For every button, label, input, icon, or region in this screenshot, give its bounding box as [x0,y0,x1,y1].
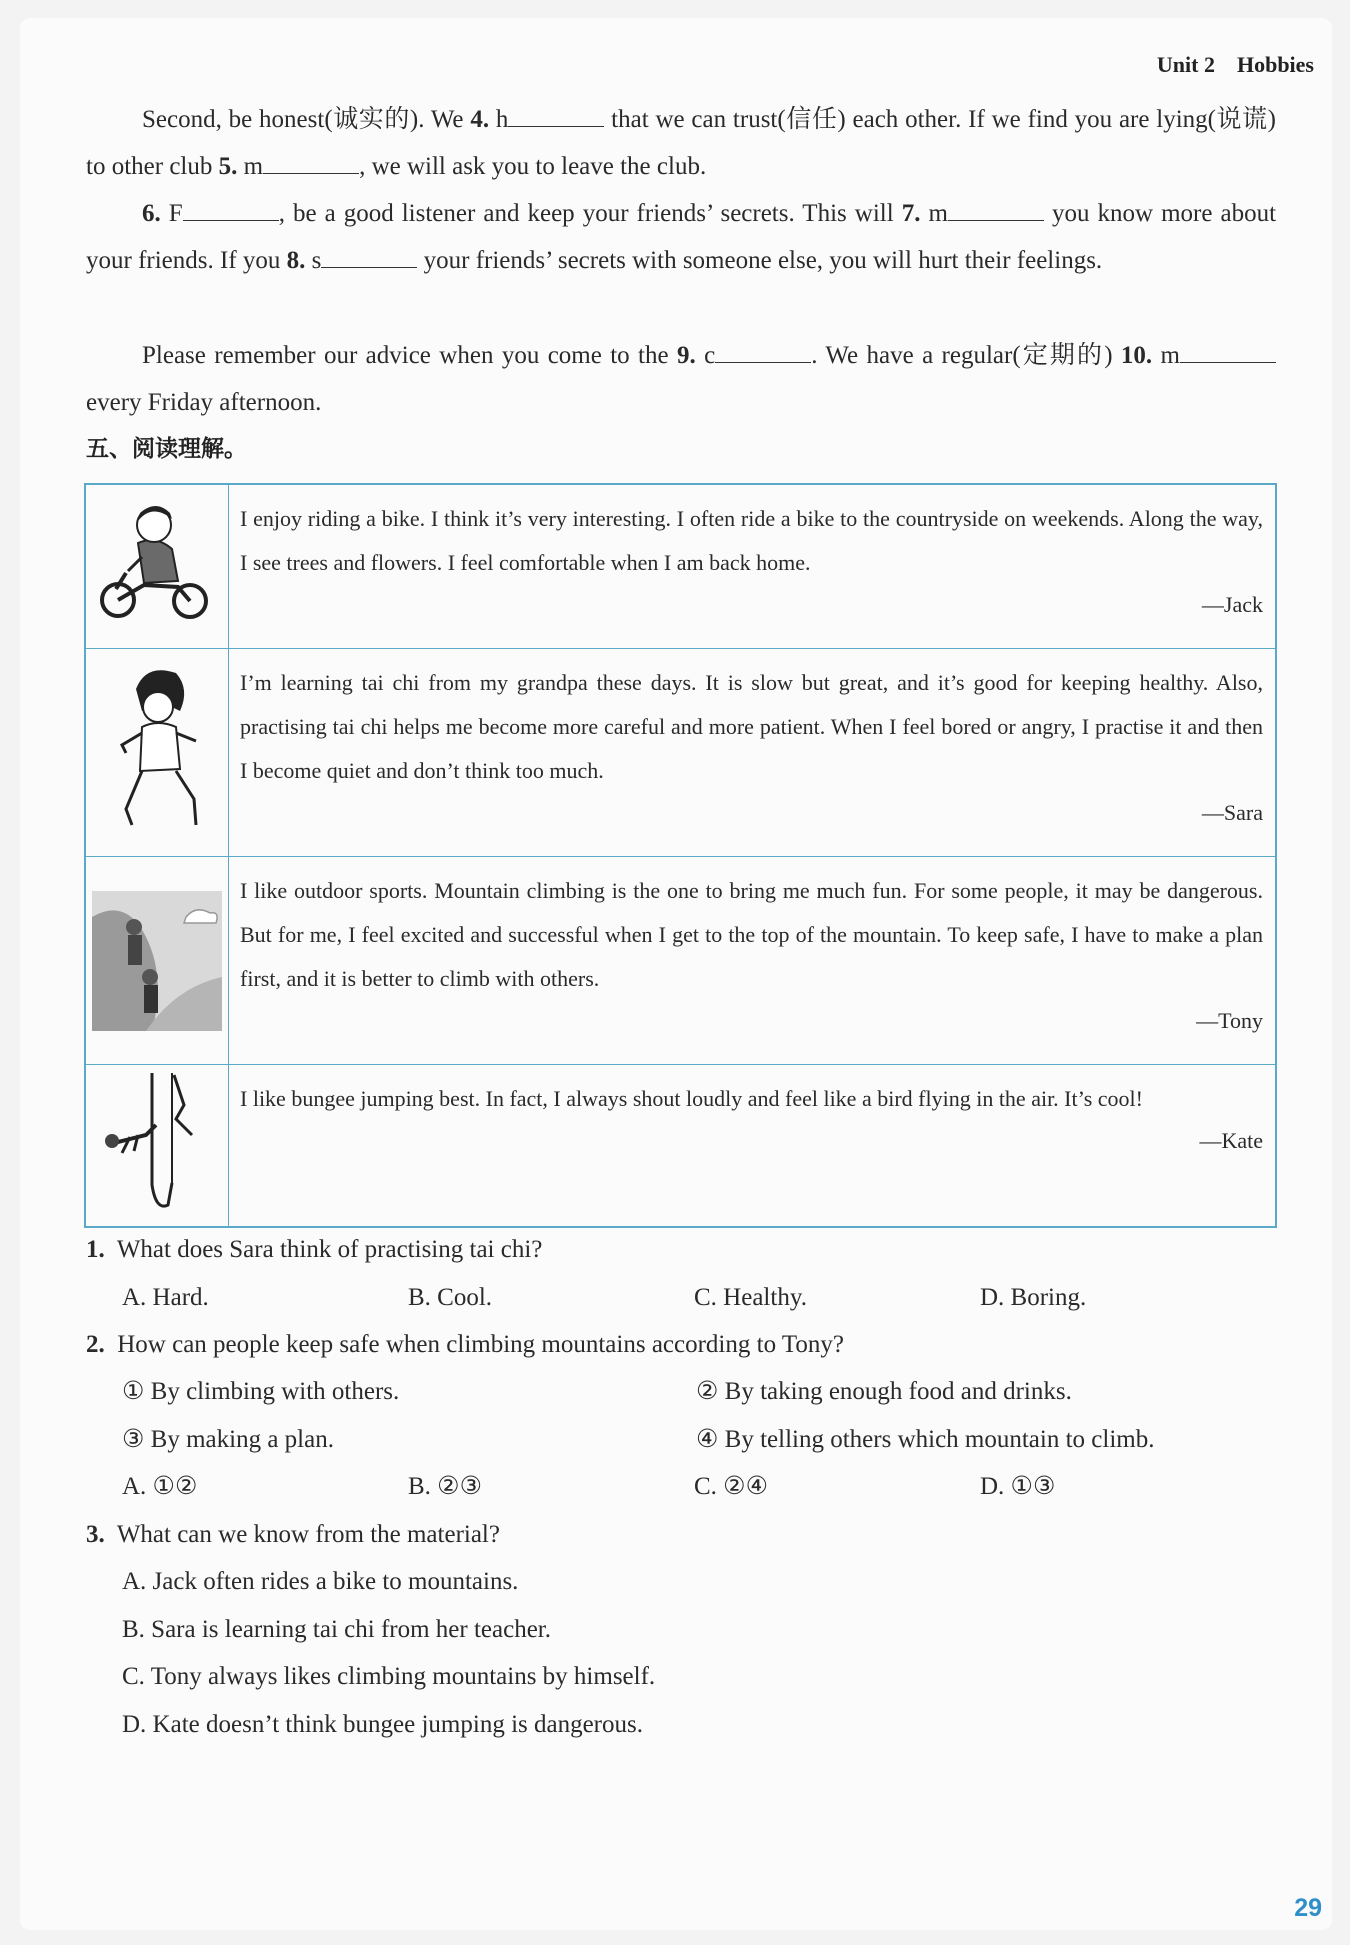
text: you know more about your friends. If you [86,200,1277,274]
section-title: 五、阅读理解。 [86,436,247,462]
blank-number: 7. [901,200,921,227]
reading-text: I like bungee jumping best. In fact, I always shout loudly and feel like a bird flying in the air. It’s cool! [240,1086,1143,1111]
reading-text: I enjoy riding a bike. I think it’s very interesting. I often ride a bike to the countryside on weekends. Along the way, I see trees and flowers. I feel comfortable when I am back home. [240,506,1263,575]
text: s [305,247,322,274]
text: Second, be honest(诚实的). We [142,106,471,133]
reading-row-sara [85,649,1276,857]
question-number: 3. [86,1521,105,1548]
question-1 [86,1226,1286,1273]
question-3-option-d[interactable]: D. Kate doesn’t think bungee jumping is dangerous. [122,1711,643,1738]
statement-1: ① By climbing with others. [122,1378,400,1405]
reading-text-cell [229,1065,1277,1228]
blank-number: 5. [218,153,238,180]
fill-blank-10[interactable] [1180,340,1276,363]
text: , we will ask you to leave the club. [359,153,707,180]
question-3 [86,1511,1286,1558]
statement-4: ④ By telling others which mountain to climb. [696,1426,1155,1453]
text: c [695,342,716,369]
question-text: What can we know from the material? [116,1521,500,1548]
text: m [1152,342,1180,369]
fill-blank-8[interactable] [321,245,417,268]
option-b[interactable]: B. ②③ [408,1473,482,1500]
option-b[interactable]: B. Cool. [408,1284,493,1311]
question-number: 2. [86,1331,105,1358]
fill-blank-5[interactable] [263,151,359,174]
blank-number: 4. [470,106,490,133]
blank-number: 8. [286,247,306,274]
reading-author: —Sara [1201,800,1263,825]
blank-number: 10. [1120,342,1153,369]
passage-paragraph-2 [86,190,1276,284]
text: m [237,153,264,180]
question-2 [86,1321,1286,1368]
option-c[interactable]: C. Healthy. [694,1284,807,1311]
text: your friends’ secrets with someone else, you will hurt their feelings. [417,247,1103,274]
option-d[interactable]: D. ①③ [980,1473,1056,1500]
mountain-climbers-illustration [85,857,229,1065]
reading-text: I like outdoor sports. Mountain climbing is the one to bring me much fun. For some people, it may be dangerous. But for me, I feel excited and successful when I get to the top of the mountain. To keep safe, I have to make a plan first, and it is better to climb with others. [240,878,1263,991]
option-a[interactable]: A. ①② [122,1473,198,1500]
question-2-options [122,1463,1266,1510]
page-number: 29 [1294,1894,1322,1922]
reading-row-jack [85,484,1276,649]
fill-blank-4[interactable] [508,104,604,127]
question-text: What does Sara think of practising tai chi? [116,1236,543,1263]
text: m [920,200,948,227]
question-3-option-b[interactable]: B. Sara is learning tai chi from her teacher. [122,1616,552,1643]
bungee-jumper-illustration [85,1065,229,1228]
unit-label: Unit 2 [1156,52,1215,77]
reading-author: —Tony [1196,1008,1263,1033]
boy-riding-bike-illustration [85,484,229,649]
option-d[interactable]: D. Boring. [980,1284,1087,1311]
statement-2: ② By taking enough food and drinks. [696,1378,1072,1405]
text: . We have a regular(定期的) [811,342,1121,369]
fill-blank-9[interactable] [715,340,811,363]
statement-3: ③ By making a plan. [122,1426,334,1453]
passage-paragraph-1 [86,96,1276,190]
question-1-options [122,1274,1266,1321]
unit-title: Hobbies [1236,52,1314,77]
fill-blank-7[interactable] [948,198,1044,221]
girl-tai-chi-illustration [85,649,229,857]
reading-text-cell [229,649,1277,857]
reading-text-cell [229,484,1277,649]
text: that we can trust(信任) each other. If we find you are lying(说谎) to other club [86,106,1276,180]
text: , be a good listener and keep your friends’ secrets. This will [278,200,902,227]
question-3-option-a[interactable]: A. Jack often rides a bike to mountains. [122,1568,519,1595]
fill-blank-6[interactable] [183,198,279,221]
reading-row-kate [85,1065,1276,1228]
question-2-statements-row-2 [122,1416,1270,1463]
text: every Friday afternoon. [86,389,322,416]
blank-number: 6. [142,200,161,227]
text: Please remember our advice when you come to the [142,342,677,369]
reading-author: —Jack [1201,592,1263,617]
reading-text-cell [229,857,1277,1065]
question-text: How can people keep safe when climbing mountains according to Tony? [117,1331,844,1358]
text: F [160,200,183,227]
question-3-option-c[interactable]: C. Tony always likes climbing mountains by himself. [122,1663,656,1690]
reading-author: —Kate [1199,1128,1263,1153]
passage-paragraph-3 [86,332,1276,426]
question-2-statements-row-1 [122,1368,1270,1415]
page-header [1157,52,1314,78]
option-c[interactable]: C. ②④ [694,1473,768,1500]
question-number: 1. [86,1236,105,1263]
reading-text: I’m learning tai chi from my grandpa these days. It is slow but great, and it’s good for keeping healthy. Also, practising tai chi helps me become more careful and more patient. When I feel bored or angry, I practise it and then I become quiet and don’t think too much. [240,670,1263,783]
reading-table [84,483,1277,1228]
reading-row-tony [85,857,1276,1065]
option-a[interactable]: A. Hard. [122,1284,209,1311]
blank-number: 9. [677,342,696,369]
text: h [489,106,509,133]
